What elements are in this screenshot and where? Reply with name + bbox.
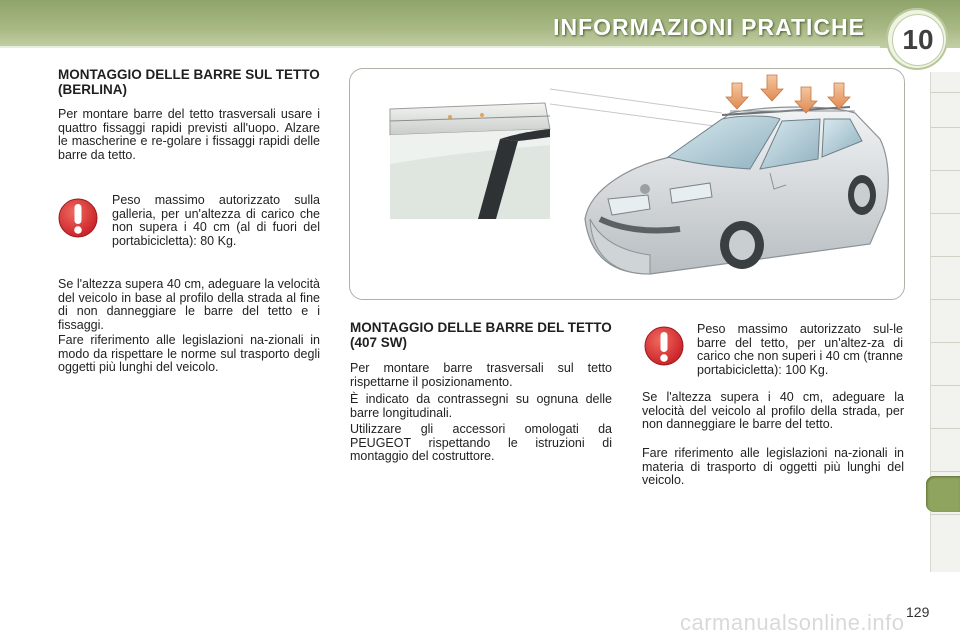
tab-divider (931, 428, 960, 429)
page-number: 129 (906, 604, 930, 620)
tab-divider (931, 385, 960, 386)
berlina-legislation-note: Fare riferimento alle legislazioni na-zionali in modo da rispettare le norme sul trasporto degli oggetti più lunghi del veicolo. (58, 333, 320, 374)
berlina-intro: Per montare barre del tetto trasversali usare i quattro fissaggi rapidi previsti all'uopo. Alzare le mascherine e re-golare i fissaggi rapidi delle barre da tetto. (58, 107, 320, 162)
tab-divider (931, 342, 960, 343)
berlina-speed-note: Se l'altezza supera 40 cm, adeguare la velocità del veicolo in base al profilo della strada al fine di non danneggiare le barre del tetto e i fissaggi. (58, 277, 320, 332)
chapter-tab-10[interactable] (926, 476, 960, 512)
chapter-badge (886, 8, 948, 70)
chapter-title: INFORMAZIONI PRATICHE (553, 14, 865, 40)
section-title-407sw: MONTAGGIO DELLE BARRE DEL TETTO (407 SW) (350, 320, 612, 350)
tab-divider (931, 299, 960, 300)
tab-divider (931, 256, 960, 257)
exclamation-warning-icon (644, 324, 684, 368)
down-arrow-icon (828, 83, 850, 109)
sw-intro: Per montare barre trasversali sul tetto rispettarne il posizionamento. (350, 361, 612, 389)
sw-speed-note: Se l'altezza supera i 40 cm, adeguare la velocità del veicolo al profilo della strada, per non danneggiare le barre del tetto. (642, 390, 904, 431)
berlina-warning: Peso massimo autorizzato sulla galleria, per un'altezza di carico che non supera i 40 cm (al di fuori del portabicicletta): 80 Kg. (112, 193, 320, 248)
section-title-berlina: MONTAGGIO DELLE BARRE SUL TETTO (BERLINA) (58, 67, 320, 97)
tab-divider (931, 170, 960, 171)
tab-divider (931, 92, 960, 93)
car-body (585, 107, 888, 274)
down-arrow-icon (726, 83, 748, 109)
tab-divider (931, 471, 960, 472)
tab-divider (931, 514, 960, 515)
sw-warning: Peso massimo autorizzato sul-le barre del tetto, per un'altez-za di carico che non superi i 40 cm (tranne portabicicletta): 100 Kg. (697, 322, 903, 377)
roof-detail-inset (390, 87, 550, 219)
watermark: carmanualsonline.info (680, 610, 905, 635)
sw-accessories-note: Utilizzare gli accessori omologati da PEUGEOT rispettando le istruzioni di montaggio del costruttore. (350, 422, 612, 463)
sw-legislation-note: Fare riferimento alle legislazioni na-zionali in materia di trasporto di oggetti più lunghi del veicolo. (642, 446, 904, 487)
tab-divider (931, 213, 960, 214)
car-roof-drawing (350, 69, 904, 299)
exclamation-warning-icon (58, 196, 98, 240)
chapter-number: 10 (892, 14, 944, 66)
tab-divider (931, 127, 960, 128)
roof-bars-illustration (349, 68, 905, 300)
header-divider (0, 46, 880, 48)
down-arrow-icon (761, 75, 783, 101)
sw-marks-note: È indicato da contrassegni su ognuna delle barre longitudinali. (350, 392, 612, 420)
